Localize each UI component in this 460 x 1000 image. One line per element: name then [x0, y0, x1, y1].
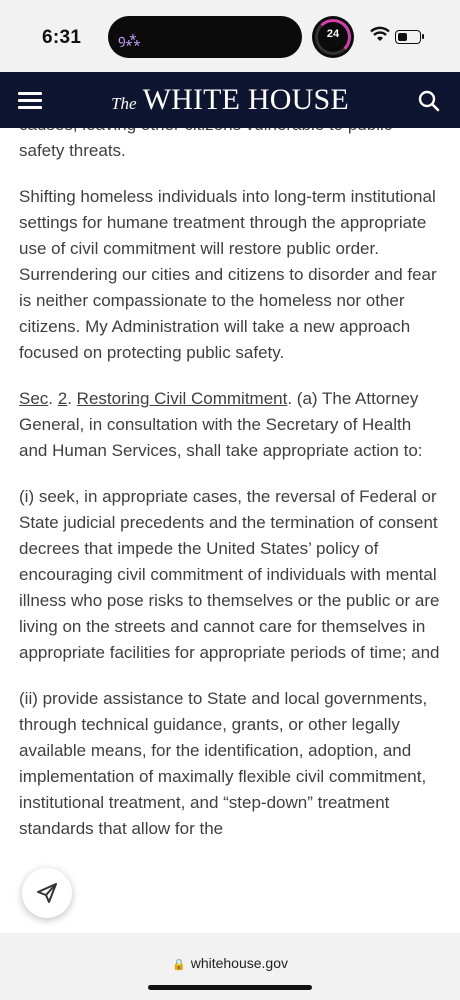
sec-label: Sec	[19, 389, 49, 408]
sec-number: 2	[57, 389, 68, 408]
article-viewport[interactable]	[0, 128, 460, 933]
send-icon	[22, 868, 72, 918]
section-title: Restoring Civil Commitment	[76, 389, 288, 408]
logo-title: WHITE HOUSE	[142, 83, 349, 116]
url-display[interactable]	[0, 955, 460, 971]
activity-indicator[interactable]	[312, 16, 354, 58]
item-i: (i) seek, in appropriate cases, the reversal of Federal or State judicial precedents and the termination of consent decrees that impede the United States’ policy of encouraging civil commitment of individuals with mental illness who pose risks to themselves or the public or are living on the streets and cannot care for themselves in appropriate facilities for appropriate periods of time; and	[19, 487, 440, 662]
battery-icon	[395, 30, 421, 44]
item-ii: (ii) provide assistance to State and local governments, through technical guidance, grants, or other legally available means, for the identification, adoption, and implementation of maximally flexible civil commitment, institutional treatment, and “step-down” treatment standards that allow for the	[19, 689, 428, 838]
share-button[interactable]	[22, 868, 72, 918]
section-intro: . (a) The Attorney General, in consultation with the Secretary of Health and Human Services, shall take appropriate action to:	[19, 389, 423, 460]
home-indicator[interactable]	[148, 985, 312, 990]
logo-prefix: The	[111, 94, 137, 113]
article-body	[19, 112, 444, 862]
activity-count: 24	[326, 28, 340, 40]
wifi-icon	[370, 27, 390, 43]
paragraph-2: Shifting homeless individuals into long-term institutional settings for humane treatment through the appropriate use of civil commitment will restore public order. Surrendering our cities and citizens to disorder and fear is neither compassionate to the homeless nor other citizens. My Administration will take a new approach focused on protecting public safety.	[19, 187, 437, 362]
lock-icon: 🔒	[172, 959, 186, 971]
paragraph-1-end: safety threats.	[19, 141, 126, 160]
search-icon[interactable]	[418, 90, 440, 112]
section-2-heading: Sec. 2. Restoring Civil Commitment. (a) The Attorney General, in consultation with the Secretary of Health and Human Services, shall take appropriate action to:	[19, 389, 423, 460]
clock: 6:31	[42, 27, 82, 48]
battery-nub	[422, 34, 424, 39]
island-app-icon: ꝯ⁂	[118, 32, 141, 47]
site-logo[interactable]	[0, 83, 460, 117]
url-text: whitehouse.gov	[190, 955, 288, 971]
